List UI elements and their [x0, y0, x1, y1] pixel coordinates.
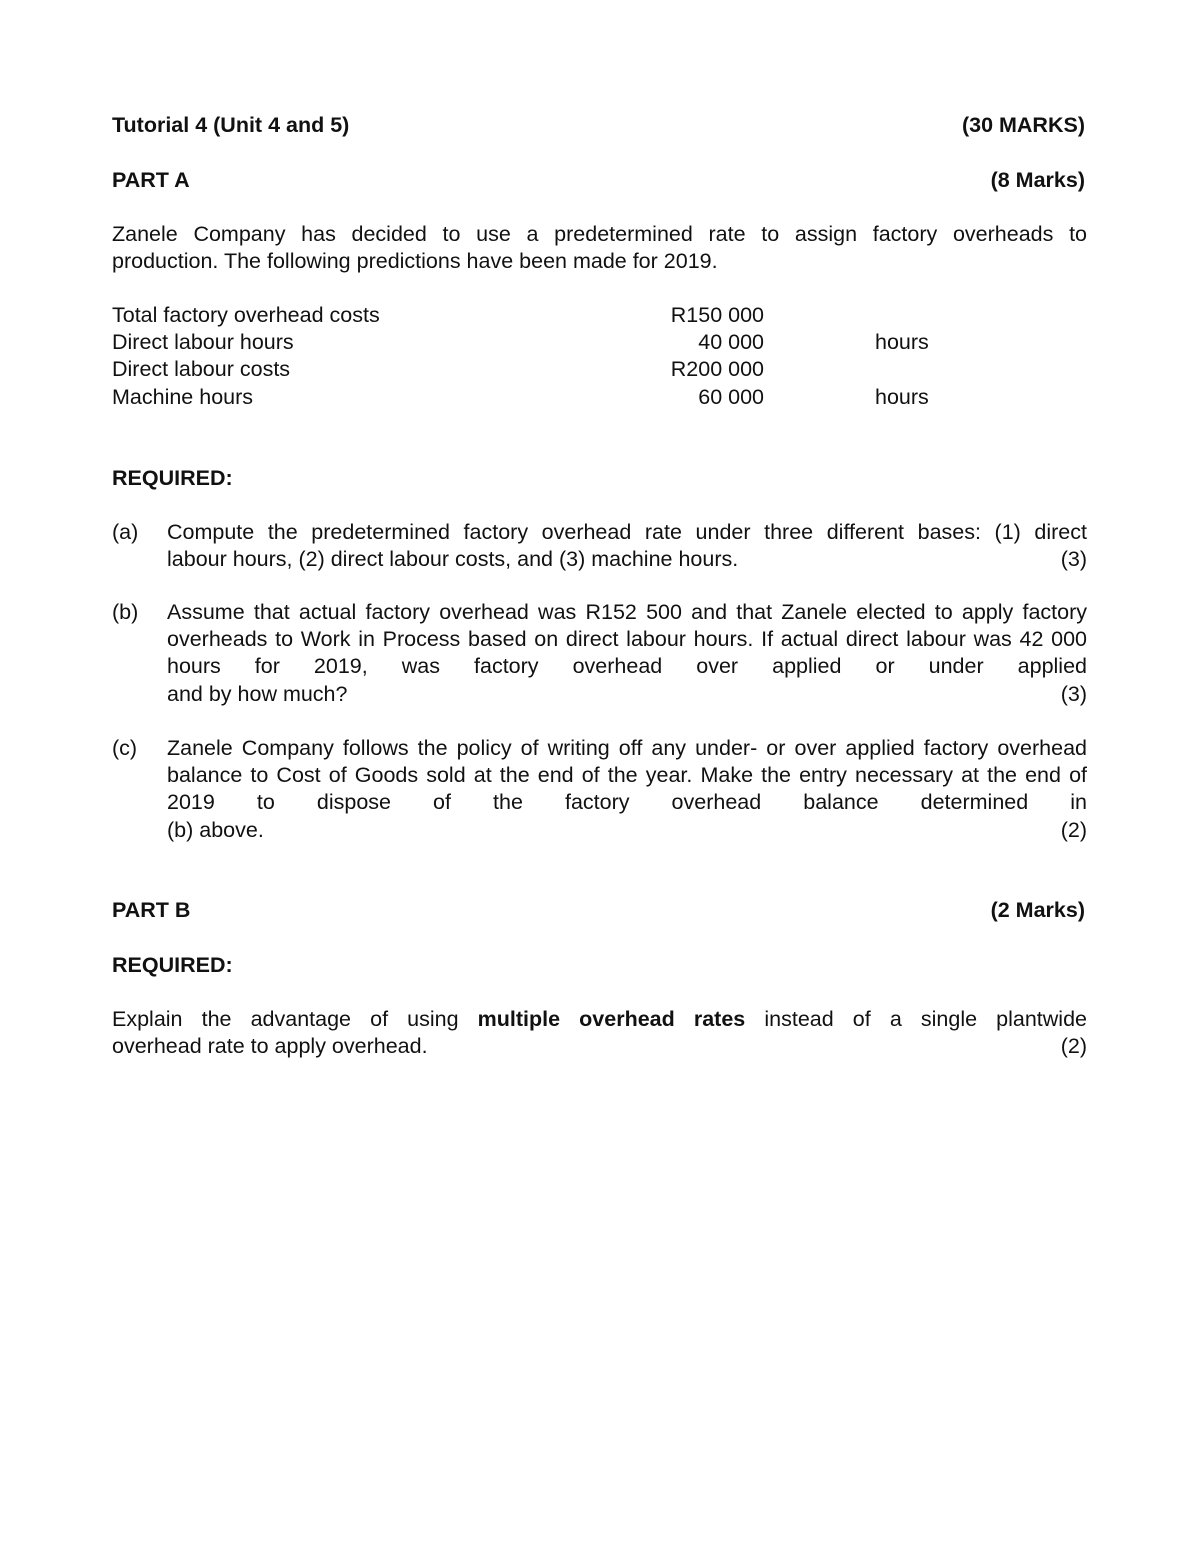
- question-text: Assume that actual factory overhead was R152 500 and that Zanele elected to apply factory overheads to Work in Process based on direct labour hours. If actual direct labour was 42 000 hours for 2019, was factory overhead over applied or under applied: [167, 600, 1087, 679]
- row-label: Direct labour hours: [112, 330, 294, 355]
- question-marks: (2): [1060, 817, 1087, 842]
- part-b-header: [112, 897, 1085, 924]
- row-label: Total factory overhead costs: [112, 303, 380, 327]
- row-value: 60 000: [698, 384, 764, 409]
- row-unit: hours: [875, 330, 929, 355]
- part-a-marks: (8 Marks): [990, 168, 1085, 192]
- total-marks: (30 MARKS): [961, 113, 1085, 137]
- table-row: [112, 356, 1012, 383]
- part-a-required-heading: REQUIRED:: [112, 466, 233, 490]
- part-a-title: PART A: [112, 168, 190, 192]
- predictions-table: [112, 302, 1012, 411]
- row-value: 40 000: [698, 330, 764, 355]
- part-b-emphasis: multiple overhead rates: [477, 1007, 746, 1031]
- question-last-line: (b) above.: [167, 817, 264, 842]
- question-label: (c): [112, 736, 138, 760]
- table-row: [112, 384, 1012, 411]
- table-row: [112, 302, 1012, 329]
- row-value: R150 000: [670, 303, 764, 327]
- row-unit: hours: [875, 384, 929, 409]
- row-value: R200 000: [670, 357, 764, 382]
- question-c: [112, 735, 1087, 844]
- part-b-marks: (2 Marks): [990, 898, 1085, 922]
- part-b-text-after: instead of a single plantwide: [764, 1007, 1087, 1031]
- question-label: (b): [112, 600, 139, 624]
- part-b-last-line: overhead rate to apply overhead.: [112, 1034, 428, 1059]
- question-text: Zanele Company follows the policy of writing off any under- or over applied factory overhead balance to Cost of Goods sold at the end of the year. Make the entry necessary at the end of 2019 to dispose of the factory overhead balance determined in: [167, 736, 1087, 815]
- part-a-intro: [112, 221, 1087, 275]
- part-a-required-row: [112, 465, 1085, 492]
- part-b-question: [112, 1006, 1087, 1060]
- question-marks: (3): [1060, 681, 1087, 706]
- part-b-text-before: Explain the advantage of using: [112, 1007, 459, 1031]
- part-b-required-heading: REQUIRED:: [112, 953, 233, 977]
- tutorial-header: [112, 112, 1085, 139]
- tutorial-title: Tutorial 4 (Unit 4 and 5): [112, 113, 350, 137]
- intro-line-1: Zanele Company has decided to use a predetermined rate to assign factory overheads to: [112, 222, 1087, 246]
- intro-line-2: production. The following predictions have been made for 2019.: [112, 249, 718, 274]
- question-a: [112, 519, 1087, 573]
- question-label: (a): [112, 520, 139, 544]
- question-last-line: labour hours, (2) direct labour costs, and (3) machine hours.: [167, 547, 739, 572]
- row-label: Machine hours: [112, 384, 254, 409]
- part-b-required-row: [112, 952, 1085, 979]
- part-b-first-line: [112, 1006, 1087, 1033]
- part-b-title: PART B: [112, 898, 191, 922]
- question-b: [112, 599, 1087, 708]
- part-a-header: [112, 167, 1085, 194]
- table-row: [112, 329, 1012, 356]
- question-last-line: and by how much?: [167, 681, 348, 706]
- row-label: Direct labour costs: [112, 357, 291, 382]
- question-marks: (3): [1060, 547, 1087, 572]
- question-text: Compute the predetermined factory overhead rate under three different bases: (1) direct: [167, 520, 1087, 544]
- part-b-item-marks: (2): [1060, 1034, 1087, 1059]
